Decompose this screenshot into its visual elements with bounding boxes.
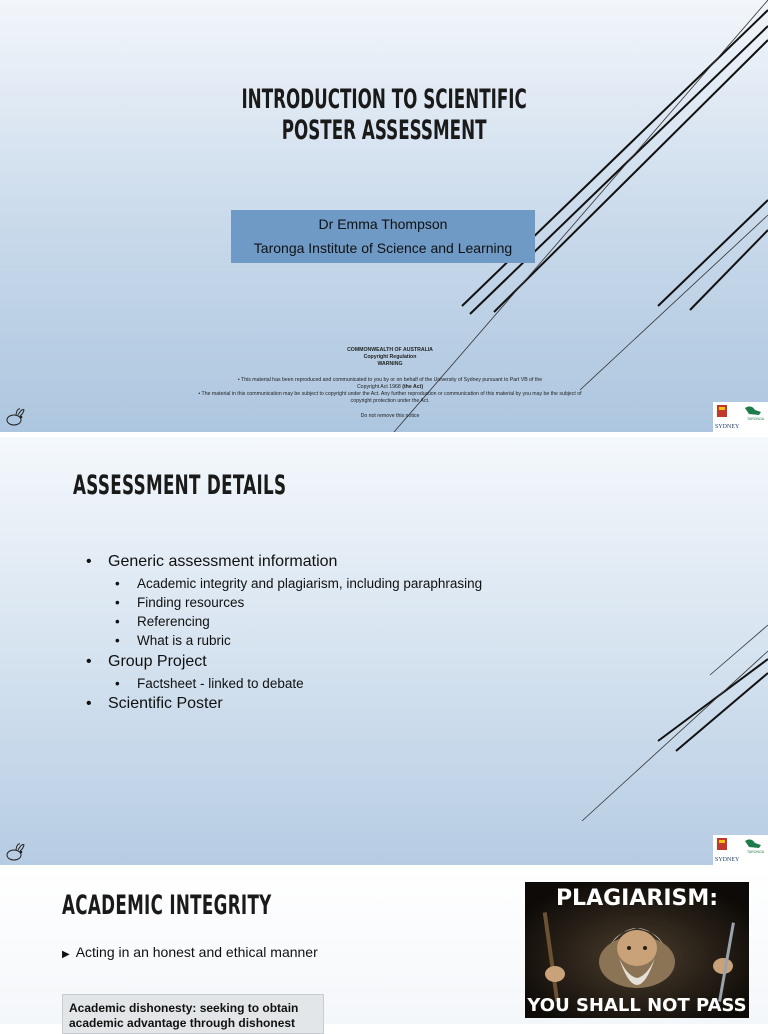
logo-sydney-text: SYDNEY bbox=[715, 857, 740, 863]
bullet-text: Generic assessment information bbox=[108, 553, 338, 570]
bullet-text: Acting in an honest and ethical manner bbox=[75, 944, 318, 960]
copyright-heading: COMMONWEALTH OF AUSTRALIA bbox=[347, 347, 433, 353]
bullet-text: Academic integrity and plagiarism, including paraphrasing bbox=[137, 576, 483, 591]
copyright-line4: copyright protection under the Act. bbox=[350, 398, 430, 405]
assessment-details-slide bbox=[0, 437, 768, 865]
bullet-item: • Scientific Poster bbox=[86, 695, 223, 712]
bullet-text: Finding resources bbox=[137, 595, 245, 610]
copyright-line2-a: Copyright Act 1968 bbox=[356, 383, 403, 390]
meme-image bbox=[525, 882, 749, 1018]
slide-title-line2: POSTER ASSESSMENT bbox=[281, 115, 487, 146]
slide-title-line1: INTRODUCTION TO SCIENTIFIC bbox=[241, 84, 527, 115]
presenter-box bbox=[231, 210, 535, 263]
bullet-item: • Academic integrity and plagiarism, including paraphrasing bbox=[115, 576, 483, 591]
copyright-line2 bbox=[150, 384, 630, 391]
presenter-org: Taronga Institute of Science and Learning bbox=[253, 240, 513, 256]
logo-taronga-text: TARONGA bbox=[747, 417, 765, 421]
bullet-item: • Referencing bbox=[115, 614, 210, 629]
bullet-item: • Generic assessment information bbox=[86, 553, 338, 570]
bullet-text: Scientific Poster bbox=[108, 695, 223, 712]
bullet-text: What is a rubric bbox=[137, 633, 231, 648]
arrow-bullet-item bbox=[62, 944, 318, 960]
rabbit-icon bbox=[2, 839, 28, 865]
bullet-text: Factsheet - linked to debate bbox=[137, 676, 304, 691]
meme-top-text: PLAGIARISM: bbox=[555, 886, 719, 911]
copyright-line2-b: (the Act) bbox=[402, 383, 424, 390]
assessment-details-title: ASSESSMENT DETAILS bbox=[73, 470, 287, 501]
copyright-line3: • The material in this communication may be subject to copyright under the Act. Any further reproduction or communication of this material by you may be the subject of bbox=[198, 391, 582, 398]
copyright-notice-footer: Do not remove this notice bbox=[360, 413, 420, 420]
copyright-warning: WARNING bbox=[377, 361, 403, 368]
slide-title bbox=[0, 84, 768, 146]
meme-bottom-text: YOU SHALL NOT PASS bbox=[527, 995, 747, 1016]
sydney-taronga-logo bbox=[713, 402, 768, 432]
bullet-item: • What is a rubric bbox=[115, 633, 231, 648]
logo-sydney-text: SYDNEY bbox=[715, 424, 740, 430]
definition-box: Academic dishonesty: seeking to obtain academic advantage through dishonest bbox=[62, 994, 324, 1034]
rabbit-icon bbox=[2, 404, 28, 430]
bullet-item: • Group Project bbox=[86, 653, 207, 670]
title-slide bbox=[0, 0, 768, 432]
sydney-taronga-logo bbox=[713, 835, 768, 865]
decorative-diagonal-lines bbox=[0, 437, 768, 865]
copyright-notice bbox=[150, 347, 630, 421]
logo-taronga-text: TARONGA bbox=[747, 850, 765, 854]
bullet-text: Group Project bbox=[108, 653, 207, 670]
bullet-item: • Finding resources bbox=[115, 595, 245, 610]
academic-integrity-title: ACADEMIC INTEGRITY bbox=[62, 890, 272, 921]
presenter-name: Dr Emma Thompson bbox=[318, 216, 448, 232]
copyright-line1: • This material has been reproduced and communicated to you by or on behalf of the University of Sydney pursuant to Part VB of the bbox=[237, 376, 543, 383]
arrow-bullet-icon: ▶ bbox=[62, 949, 70, 960]
bullet-text: Referencing bbox=[137, 614, 210, 629]
copyright-subheading: Copyright Regulation bbox=[363, 354, 417, 361]
bullet-item: • Factsheet - linked to debate bbox=[115, 676, 304, 691]
